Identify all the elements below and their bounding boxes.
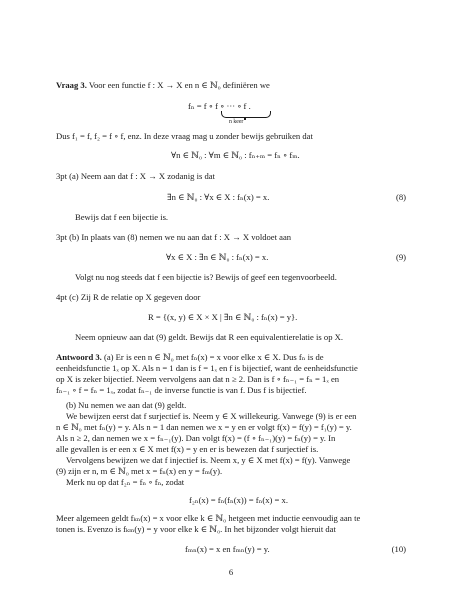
answer-line-3: op X is zeker bijectief. Neem vervolgens aan dat n ≥ 2. Dan is f ∘ fₙ₋₁ = fₙ = 1ₓ en: [56, 374, 340, 384]
question-line-intro: [56, 80, 270, 91]
answer-text-1: (a) Er is een n ∈ ℕ₀ met fₙ(x) = x voor elke x ∈ X. Dus fₙ is de: [104, 352, 324, 362]
f2n-formula: f₂ₙ(x) = fₙ(fₙ(x)) = fₙ(x) = x.: [189, 495, 288, 505]
part-c-formula: R = {(x, y) ∈ X × X | ∃n ∈ ℕ₀ : fₙ(x) = y}.: [148, 312, 298, 322]
assumption-formula: ∀n ∈ ℕ₀ : ∀m ∈ ℕ₀ : fₙ₊ₘ = fₙ ∘ fₘ.: [171, 150, 300, 160]
question-heading: Vraag 3.: [56, 80, 87, 90]
part-a-task: Bewijs dat f een bijectie is.: [75, 212, 169, 222]
equation-number-10: (10): [391, 544, 406, 554]
part-b-formula: ∀x ∈ X : ∃n ∈ ℕ₀ : fₙ(x) = x.: [166, 252, 269, 262]
dus-line: Dus f₁ = f, f₂ = f ∘ f, enz. In deze vraag mag u zonder bewijs gebruiken dat: [56, 131, 313, 141]
answer-line-1: [56, 352, 324, 363]
part-a-line: [56, 171, 215, 182]
answer-line-10: Vervolgens bewijzen we dat f injectief is. Neem x, y ∈ X met f(x) = f(y). Vanwege: [66, 455, 351, 465]
equation-number-8: (8): [395, 192, 406, 202]
answer-line-12: Merk nu op dat f₂ₙ = fₙ ∘ fₙ, zodat: [66, 477, 185, 487]
answer-line-7: n ∈ ℕ₀ met fₙ(y) = y. Als n = 1 dan nemen we x = y en er volgt f(x) = f(y) = f₁(y) = y.: [56, 422, 352, 432]
part-a-text: Neem aan dat f : X → X zodanig is dat: [80, 171, 215, 181]
page-number: 6: [228, 567, 234, 577]
answer-line-13: Meer algemeen geldt fₖₙ(x) = x voor elke k ∈ ℕ₀ hetgeen met inductie eenvoudig aan te: [56, 513, 361, 523]
equation-number-9: (9): [395, 252, 406, 262]
underbrace: [221, 111, 271, 118]
underbrace-label: n keer: [229, 119, 244, 125]
underbrace-tip: [244, 117, 246, 120]
answer-line-2: eenheidsfunctie 1ₓ op X. Als n = 1 dan is f = 1ₓ en f is bijectief, want de eenheidsfunctie: [56, 363, 358, 373]
question-intro: Voor een functie f : X → X en n ∈ ℕ₀ definiëren we: [88, 80, 270, 90]
part-c-text: Zij R de relatie op X gegeven door: [80, 292, 201, 302]
answer-line-14: tonen is. Evenzo is fₖₘ(y) = y voor elke k ∈ ℕ₀. In het bijzonder volgt hieruit dat: [56, 524, 336, 534]
part-b-task: Volgt nu nog steeds dat f een bijectie is? Bewijs of geef een tegenvoorbeeld.: [75, 272, 337, 282]
answer-heading: Antwoord 3.: [56, 352, 102, 362]
part-b-line: [56, 232, 291, 243]
part-a-label: 3pt (a): [56, 171, 79, 181]
answer-line-6: We bewijzen eerst dat f surjectief is. Neem y ∈ X willekeurig. Vanwege (9) is er een: [66, 411, 357, 421]
answer-line-9: alle gevallen is er een x ∈ X met f(x) = y en er is bewezen dat f surjectief is.: [56, 444, 319, 454]
fn-definition: fₙ = f ∘ f ∘ ··· ∘ f .: [188, 101, 251, 111]
part-c-label: 4pt (c): [56, 292, 79, 302]
part-c-task: Neem opnieuw aan dat (9) geldt. Bewijs dat R een equivalentierelatie is op X.: [75, 332, 343, 342]
part-c-line: [56, 292, 200, 303]
answer-line-11: (9) zijn er n, m ∈ ℕ₀ met x = fₙ(x) en y = fₘ(y).: [56, 466, 223, 476]
part-b-text: In plaats van (8) nemen we nu aan dat f : X → X voldoet aan: [81, 232, 292, 242]
equation-10: fₘₙ(x) = x en fₘₙ(y) = y.: [185, 544, 270, 554]
part-a-formula: ∃n ∈ ℕ₀ : ∀x ∈ X : fₙ(x) = x.: [167, 192, 270, 202]
answer-line-4: fₙ₋₁ ∘ f = fₙ = 1ₓ, zodat fₙ₋₁ de inverse functie is van f. Dus f is bijectief.: [56, 385, 307, 395]
answer-line-5: (b) Nu nemen we aan dat (9) geldt.: [66, 400, 187, 410]
answer-line-8: Als n ≥ 2, dan nemen we x = fₙ₋₁(y). Dan volgt f(x) = (f ∘ fₙ₋₁)(y) = fₙ(y) = y. In: [56, 433, 336, 443]
part-b-label: 3pt (b): [56, 232, 80, 242]
